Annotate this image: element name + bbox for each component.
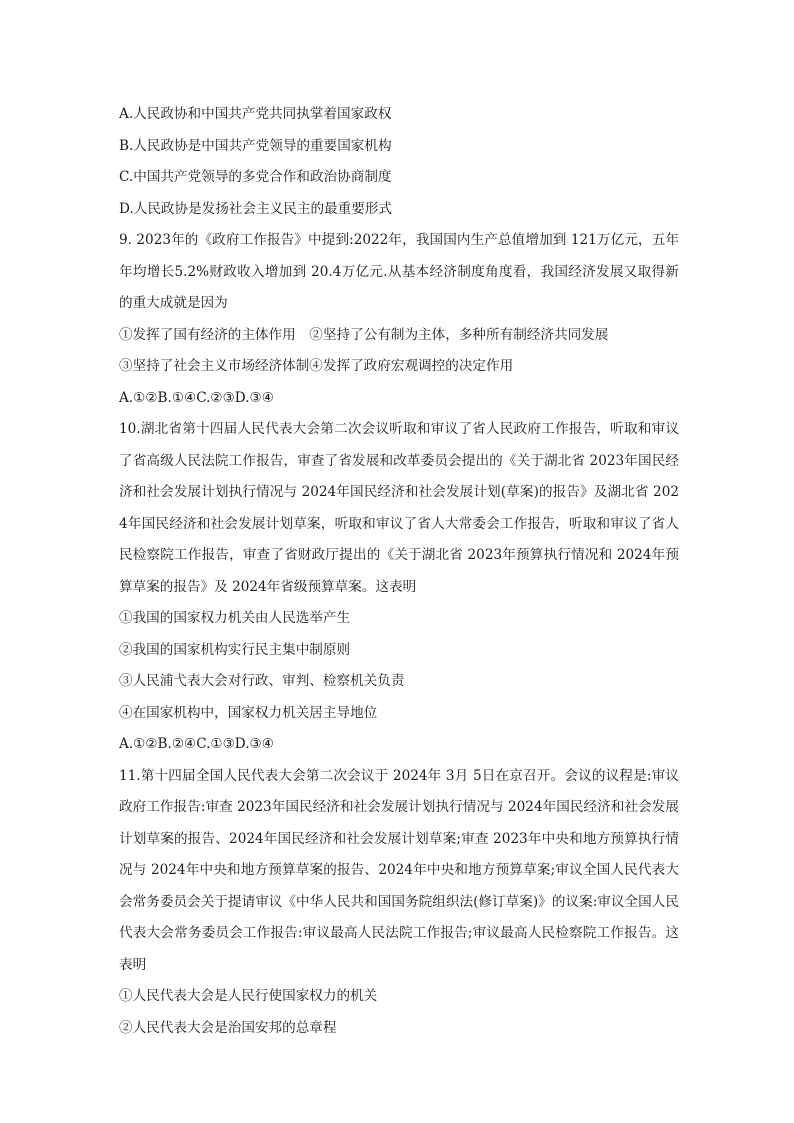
question-10-statement-3: ③人民浦弋表大会对行政、审判、检察机关负责 <box>119 673 405 689</box>
option-b: B.人民政协是中国共产党领导的重要国家机构 <box>119 137 392 154</box>
exam-page <box>119 99 679 1044</box>
question-10-stem: 10.湖北省第十四届人民代表大会第二次会议听取和审议了省人民政府工作报告，听取和审议了省高级人民法院工作报告，审查了省发展和改革委员会提出的《关于湖北省 2023年国民经济和社会发展计划执行情况与 2024年国民经济和社会发展计划(草案)的报告》及湖北省 2024年国民经济和社会发展计划草案，听取和审议了省人大常委会工作报告，听取和审议了省人民检察院工作报告，审查了省财政厅提出的《关于湖北省 2023年预算执行情况和 2024年预算草案的报告》及 2024年省级预算草案。这表明 <box>119 421 679 595</box>
question-9-stem: 9. 2023年的《政府工作报告》中提到:2022年，我国国内生产总值增加到 121万亿元，五年年均增长5.2%财政收入增加到 20.4万亿元.从基本经济制度角度看，我国经济发展又取得新的重大成就是因为 <box>119 232 679 311</box>
question-11 <box>119 761 679 1045</box>
question-10-statement-2: ②我国的国家机构实行民主集中制原则 <box>119 641 351 658</box>
question-8-options <box>119 99 679 225</box>
question-11-statement-2: ②人民代表大会是治国安邦的总章程 <box>119 1019 337 1036</box>
option-a: A.人民政协和中国共产党共同执掌着国家政权 <box>119 106 392 122</box>
option-c: C.中国共产党领导的多党合作和政治协商制度 <box>119 169 392 185</box>
question-11-stem: 11.第十四届全国人民代表大会第二次会议于 2024年 3月 5日在京召开。会议的议程是:审议政府工作报告:审查 2023年国民经济和社会发展计划执行情况与 2024年国民经济和社会发展计划草案的报告、2024年国民经济和社会发展计划草案;审查 2023年中央和地方预算执行情况与 2024年中央和地方预算草案的报告、2024年中央和地方预算草案;审议全国人民代表大会常务委员会关于提请审议《中华人民共和国国务院组织法(修订草案)》的议案:审议全国人民代表大会常务委员会工作报告:审议最高人民法院工作报告;审议最高人民检察院工作报告。这表明 <box>119 767 679 973</box>
question-11-statement-1: ①人民代表大会是人民行使国家权力的机关 <box>119 988 378 1004</box>
question-9-choices: A.①②B.①④C.②③D.③④ <box>119 389 274 406</box>
question-9-statement-1-2: ①发挥了国有经济的主体作用 ②坚持了公有制为主体，多种所有制经济共同发展 <box>119 326 609 343</box>
question-10-statement-1: ①我国的国家权力机关由人民选举产生 <box>119 610 351 626</box>
option-d: D.人民政协是发扬社会主义民主的最重要形式 <box>119 200 393 217</box>
question-10 <box>119 414 679 761</box>
question-10-statement-4: ④在国家机构中，国家权力机关居主导地位 <box>119 704 378 721</box>
question-9-statement-3-4: ③坚持了社会主义市场经济体制④发挥了政府宏观调控的决定作用 <box>119 358 514 374</box>
question-10-choices: A.①②B.②④C.①③D.③④ <box>119 736 274 752</box>
question-9 <box>119 225 679 414</box>
